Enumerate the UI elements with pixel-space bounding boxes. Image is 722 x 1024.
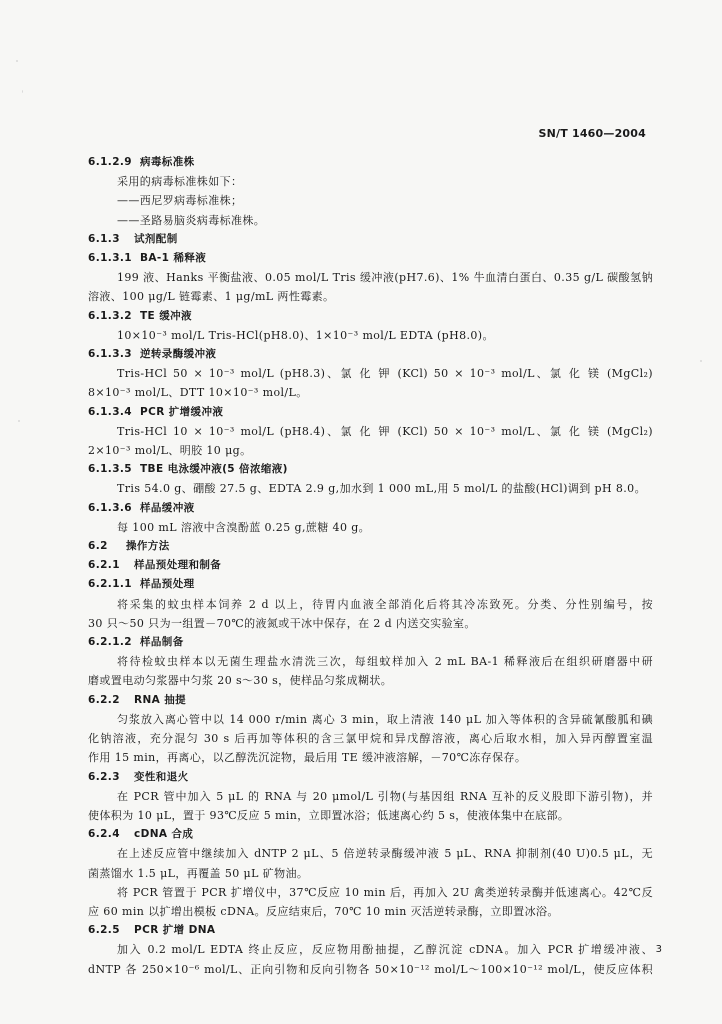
scan-speck: [16, 60, 18, 62]
page-number: 3: [655, 944, 662, 955]
paragraph-line: 作用 15 min，再离心，以乙醇洗沉淀物，最后用 TE 缓冲液溶解，－70℃冻存保存。: [88, 751, 527, 765]
paragraph-line: 将 PCR 管置于 PCR 扩增仪中，37℃反应 10 min 后，再加入 2U 禽类逆转录酶并低速离心。42℃反: [117, 885, 653, 899]
paragraph-line: dNTP 各 250×10⁻⁶ mol/L、正向引物和反向引物各 50×10⁻¹² mol/L～100×10⁻¹² mol/L，使反应体积: [88, 962, 653, 976]
section-heading: 6.2.5 PCR 扩增 DNA: [88, 924, 216, 937]
paragraph-line: Tris-HCl 10 × 10⁻³ mol/L (pH8.4)、氯 化 钾 (KCl) 50 × 10⁻³ mol/L、氯 化 镁 (MgCl₂): [117, 424, 653, 438]
scan-speck: [22, 90, 23, 93]
section-heading: 6.1.3.5 TBE 电泳缓冲液(5 倍浓缩液): [88, 463, 288, 476]
paragraph-line: 将采集的蚊虫样本饲养 2 d 以上，待胃内血液全部消化后将其冷冻致死。分类、分性别编号，按: [117, 597, 653, 611]
paragraph-line: 199 液、Hanks 平衡盐液、0.05 mol/L Tris 缓冲液(pH7.6)、1% 牛血清白蛋白、0.35 g/L 碳酸氢钠: [117, 271, 653, 285]
section-heading: 6.2.1 样品预处理和制备: [88, 559, 222, 572]
section-heading: 6.2.1.2 样品制备: [88, 636, 184, 649]
paragraph-line: 8×10⁻³ mol/L、DTT 10×10⁻³ mol/L。: [88, 386, 308, 400]
section-heading: 6.1.3 试剂配制: [88, 232, 178, 245]
paragraph-line: 应 60 min 以扩增出模板 cDNA。反应结束后，70℃ 10 min 灭活逆转录酶，立即置冰浴。: [88, 904, 559, 918]
paragraph-line: 采用的病毒标准株如下：: [117, 175, 243, 189]
paragraph-line: 2×10⁻³ mol/L、明胶 10 μg。: [88, 444, 252, 458]
list-item: ——圣路易脑炎病毒标准株。: [117, 213, 266, 227]
paragraph-line: 在上述反应管中继续加入 dNTP 2 μL、5 倍逆转录酶缓冲液 5 μL、RNA 抑制剂(40 U)0.5 μL，无: [117, 847, 653, 861]
paragraph-line: 磨或置电动匀浆器中匀浆 20 s～30 s，使样品匀浆成糊状。: [88, 674, 393, 688]
scan-speck: [700, 360, 702, 362]
section-heading: 6.2.1.1 样品预处理: [88, 578, 195, 591]
section-heading: 6.1.3.3 逆转录酶缓冲液: [88, 348, 217, 361]
paragraph-line: 在 PCR 管中加入 5 μL 的 RNA 与 20 μmol/L 引物(与基因组 RNA 互补的反义股即下游引物)，并: [117, 789, 653, 803]
section-heading: 6.2 操作方法: [88, 540, 170, 553]
paragraph-line: Tris-HCl 50 × 10⁻³ mol/L (pH8.3)、氯 化 钾 (KCl) 50 × 10⁻³ mol/L、氯 化 镁 (MgCl₂): [117, 367, 653, 381]
paragraph-line: 溶液、100 μg/L 链霉素、1 μg/mL 两性霉素。: [88, 290, 335, 304]
section-heading: 6.1.3.6 样品缓冲液: [88, 501, 195, 514]
section-heading: 6.2.2 RNA 抽提: [88, 693, 187, 706]
paragraph-line: Tris 54.0 g、硼酸 27.5 g、EDTA 2.9 g,加水到 1 000 mL,用 5 mol/L 的盐酸(HCl)调到 pH 8.0。: [117, 482, 646, 496]
section-heading: 6.2.3 变性和退火: [88, 770, 189, 783]
paragraph-line: 菌蒸馏水 1.5 μL，再覆盖 50 μL 矿物油。: [88, 866, 309, 880]
paragraph-line: 30 只～50 只为一组置－70℃的液氮或干冰中保存，在 2 d 内送交实验室。: [88, 616, 476, 630]
paragraph-line: 每 100 mL 溶液中含溴酚蓝 0.25 g,蔗糖 40 g。: [117, 520, 371, 534]
paragraph-line: 10×10⁻³ mol/L Tris-HCl(pH8.0)、1×10⁻³ mol/L EDTA (pH8.0)。: [117, 328, 494, 342]
standard-code: SN/T 1460—2004: [538, 127, 646, 140]
section-heading: 6.1.2.9 病毒标准株: [88, 156, 195, 168]
paragraph-line: 将待检蚊虫样本以无菌生理盐水清洗三次，每组蚊样加入 2 mL BA-1 稀释液后在组织研磨器中研: [117, 655, 653, 669]
document-body: [88, 153, 653, 979]
paragraph-line: 加入 0.2 mol/L EDTA 终止反应，反应物用酚抽提，乙醇沉淀 cDNA。加入 PCR 扩增缓冲液、: [117, 943, 653, 957]
paragraph-line: 匀浆放入离心管中以 14 000 r/min 离心 3 min，取上清液 140 μL 加入等体积的含异硫氰酸胍和碘: [117, 712, 653, 726]
section-heading: 6.1.3.1 BA-1 稀释液: [88, 252, 207, 265]
section-heading: 6.1.3.2 TE 缓冲液: [88, 309, 192, 322]
section-heading: 6.1.3.4 PCR 扩增缓冲液: [88, 405, 224, 418]
scan-speck: [18, 420, 20, 422]
paragraph-line: 化钠溶液，充分混匀 30 s 后再加等体积的含三氯甲烷和异戊醇溶液，离心后取水相，加入异丙醇置室温: [88, 732, 653, 746]
list-item: ——西尼罗病毒标准株；: [117, 194, 243, 208]
paragraph-line: 使体积为 10 μL，置于 93℃反应 5 min，立即置冰浴；低速离心约 5 s，使液体集中在底部。: [88, 808, 570, 822]
section-heading: 6.2.4 cDNA 合成: [88, 828, 194, 841]
